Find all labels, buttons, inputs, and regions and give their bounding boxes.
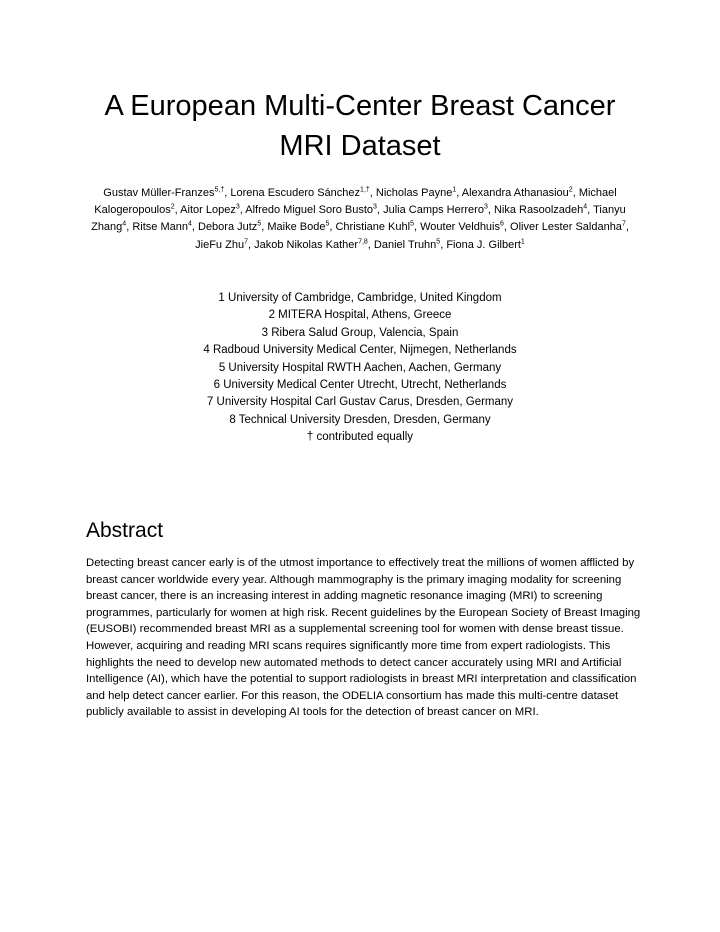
- author-name: Daniel Truhn: [373, 238, 437, 251]
- author-affiliation-marker: 2: [568, 186, 573, 194]
- author-name: Christiane Kuhl: [335, 221, 411, 234]
- affiliation-item: 8 Technical University Dresden, Dresden, Germany: [229, 413, 491, 426]
- author-affiliation-marker: 2: [170, 203, 175, 211]
- author-name: Tianyu Zhang: [91, 204, 626, 234]
- author-name: Nicholas Payne: [375, 187, 453, 199]
- author-name: Debora Jutz: [198, 221, 258, 234]
- author-affiliation-marker: 5: [410, 220, 414, 228]
- affiliation-item: 5 University Hospital RWTH Aachen, Aachen, Germany: [218, 361, 502, 374]
- affiliation-item: 1 University of Cambridge, Cambridge, United Kingdom: [218, 292, 502, 304]
- author-name: Nika Rasoolzadeh: [493, 204, 584, 217]
- author: [198, 221, 261, 233]
- author-affiliation-marker: 1,†: [360, 186, 370, 194]
- author-name: Alexandra Athanasiou: [461, 187, 569, 199]
- affiliation-item: 2 MITERA Hospital, Athens, Greece: [268, 309, 452, 322]
- author-affiliation-marker: 3: [373, 203, 377, 211]
- author-name: Wouter Veldhuis: [420, 221, 500, 234]
- author-name: Jakob Nikolas Kather: [254, 238, 359, 251]
- author: [376, 187, 456, 199]
- author-name: Michael Kalogeropoulos: [94, 187, 617, 217]
- author: [132, 221, 192, 233]
- title-line-2: MRI Dataset: [279, 130, 441, 162]
- author: [374, 239, 440, 251]
- affiliation-item: † contributed equally: [306, 431, 414, 444]
- author: [446, 239, 525, 251]
- author-name: Fiona J. Gilbert: [446, 238, 521, 251]
- author-affiliation-marker: 6: [500, 220, 504, 228]
- affiliation-item: 3 Ribera Salud Group, Valencia, Spain: [261, 326, 459, 339]
- author: [195, 239, 248, 251]
- author: [180, 204, 240, 216]
- author-name: Gustav Müller-Franzes: [103, 187, 215, 199]
- affiliation-item: 7 University Hospital Carl Gustav Carus, Dresden, Germany: [206, 396, 514, 409]
- author-affiliation-marker: 7: [621, 220, 626, 228]
- author: [462, 187, 573, 199]
- author-affiliation-marker: 7,8: [358, 237, 368, 245]
- author-affiliation-marker: 5: [325, 220, 330, 228]
- author-list: Gustav Müller-Franzes$^{5,\dagger}$, Lorena Escudero Sánchez$^{1,\dagger}$, Nicholas Payne$^1$, Alexandra Athanasiou$^2$, Michael Kalogeropoulos$^2$, Aitor Lopez$^3$, Alfredo Miguel Soro Busto$^3$, Julia Camps Herrero$^3$, Nika Rasoolzadeh$^4$, Tianyu Zhang$^4$, Ritse Mann$^4$, Debora Jutz$^5$, Maike Bode$^5$, Christiane Kuhl$^5$, Wouter Veldhuis$^6$, Oliver Lester Saldanha$^7$, JieFu Zhu$^7$, Jakob Nikolas Kather$^{7,8}$, Daniel Truhn$^5$, Fiona J. Gilbert$^1$: [91, 186, 629, 251]
- author-affiliation-marker: 1: [520, 237, 525, 245]
- abstract-text: Detecting breast cancer early is of the utmost importance to effectively treat the millions of women afflicted by breast cancer worldwide every year. Although mammography is the primary imaging modality for screening breast cancer, there is an increasing interest in adding magnetic resonance imaging (MRI) to screening programmes, particularly for women at high risk. Recent guidelines by the European Society of Breast Imaging (EUSOBI) recommended breast MRI as a supplemental screening tool for women with dense breast tissue. However, acquiring and reading MRI scans requires significantly more time from expert radiologists. This highlights the need to develop new automated methods to detect cancer accurately using MRI and Artificial Intelligence (AI), which have the potential to support radiologists in breast MRI interpretation and classification and help detect cancer earlier. For this reason, the ODELIA consortium has made this multi-centre dataset publicly available to assist in developing AI tools for the detection of breast cancer on MRI.: [86, 557, 641, 719]
- author-name: Lorena Escudero Sánchez: [230, 187, 361, 199]
- author-affiliation-marker: 3: [235, 203, 240, 211]
- affiliation-item: 6 University Medical Center Utrecht, Utrecht, Netherlands: [213, 379, 507, 392]
- author: [103, 187, 224, 199]
- author-affiliation-marker: 3: [483, 203, 488, 211]
- affiliation-list: [110, 290, 610, 447]
- author-name: Oliver Lester Saldanha: [510, 221, 622, 234]
- author: [383, 204, 488, 216]
- affiliation-item: 4 Radboud University Medical Center, Nijmegen, Netherlands: [203, 344, 517, 357]
- author: [510, 221, 626, 233]
- author-affiliation-marker: 4: [122, 220, 127, 228]
- author: [494, 204, 587, 216]
- abstract-heading: Abstract: [86, 519, 164, 542]
- author-affiliation-marker: 4: [583, 203, 588, 211]
- author: [267, 221, 329, 233]
- author: [254, 239, 368, 251]
- author-name: Ritse Mann: [132, 221, 188, 234]
- author-affiliation-marker: 5,†: [214, 186, 225, 194]
- author-name: Maike Bode: [267, 221, 326, 234]
- author-name: Alfredo Miguel Soro Busto: [245, 204, 374, 217]
- author: [245, 204, 377, 216]
- author-affiliation-marker: 5: [436, 237, 441, 245]
- author-affiliation-marker: 1: [452, 186, 457, 194]
- author: [335, 221, 414, 233]
- author-affiliation-marker: 4: [187, 220, 192, 228]
- paper-title: [60, 86, 660, 166]
- author: [230, 187, 369, 199]
- author-name: Aitor Lopez: [180, 204, 236, 217]
- author: [420, 221, 504, 233]
- author-affiliation-marker: 7: [244, 237, 248, 245]
- author-name: JieFu Zhu: [195, 238, 245, 251]
- title-line-1: A European Multi-Center Breast Cancer: [104, 90, 616, 122]
- author-affiliation-marker: 5: [257, 220, 262, 228]
- author-name: Julia Camps Herrero: [383, 204, 484, 217]
